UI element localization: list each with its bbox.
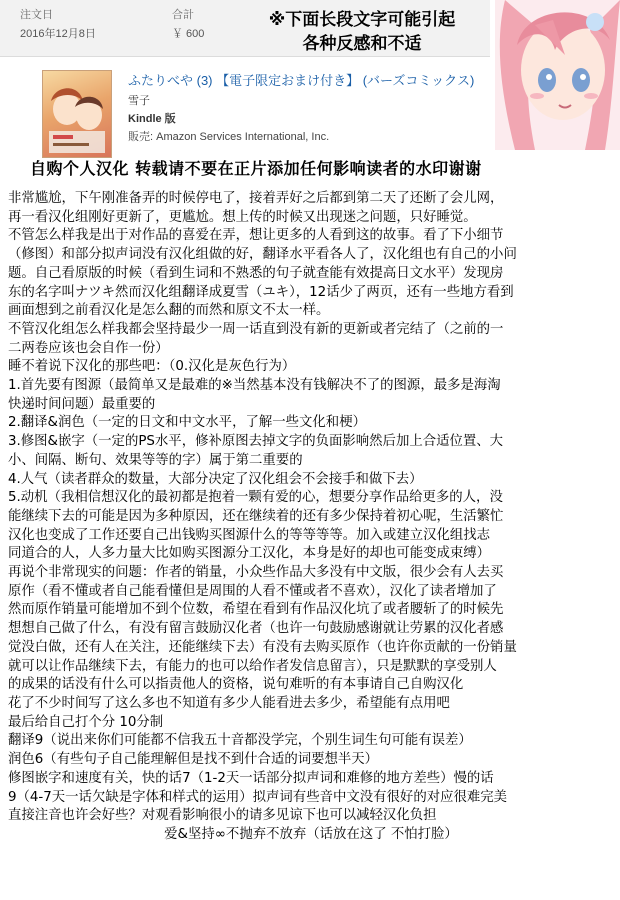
- body-line: 快递时间问题）最重要的: [8, 396, 156, 412]
- body-line: 的成果的话没有什么可以指责他人的资格，说句难听的有本事请自己自购汉化: [8, 677, 464, 693]
- body-line: 润色6（有些句子自己能理解但是找不到什合适的词要想半天）: [8, 752, 379, 768]
- body-line: 就可以让作品继续下去，有能力的也可以给作者发信息留言），只是默默的享受别人: [8, 658, 497, 674]
- body-line: 2.翻译&润色（一定的日文和中文水平，了解一些文化和梗）: [8, 415, 366, 431]
- body-line: 小、间隔、断句、效果等等的字）属于第二重要的: [8, 452, 303, 468]
- body-line: 不管怎么样我是出于对作品的喜爱在弄，想让更多的人看到这的故事。看了下小细节: [8, 228, 504, 244]
- body-line: 9（4-7天一话欠缺是字体和样式的运用）拟声词有些音中文没有很好的对应很难完美: [8, 789, 508, 805]
- body-line: 再一看汉化组刚好更新了，更尴尬。想上传的时候又出现迷之问题，只好睡觉。: [8, 209, 477, 225]
- warning-line-1: ※下面长段文字可能引起: [268, 10, 456, 30]
- body-line: 1.首先要有图源（最简单又是最难的※当然基本没有钱解决不了的图源，最多是海淘: [8, 378, 501, 394]
- body-line: 最后给自己打个分 10分制: [8, 714, 164, 730]
- body-line: 非常尴尬，下午刚准备弄的时候停电了，接着弄好之后都到第二天了还断了会儿网，: [8, 191, 504, 206]
- body-line: 能继续下去的可能是因为多种原因，还在继续着的还有多少保持着初心呢，生活繁忙: [8, 508, 504, 524]
- body-line: 不管汉化组怎么样我都会坚持最少一周一话直到没有新的更新或者完结了（之前的一: [8, 321, 504, 337]
- order-date-value: 2016年12月8日: [20, 28, 96, 40]
- body-line: 东的名字叫ナツキ然而汉化组翻译成夏雪（ユキ），12话少了两页，还有一些地方看到: [8, 284, 514, 300]
- product-author: 雪子: [128, 95, 150, 107]
- body-line: 爱&坚持∞不抛弃不放弃（话放在这了 不怕打脸）: [164, 826, 458, 842]
- body-line: 直接注音也许会好些？对观看影响很小的请多见谅下也可以减轻汉化负担: [8, 808, 437, 824]
- body-line: 3.修图&嵌字（一定的PS水平，修补原图去掉文字的负面影响然后加上合适位置、大: [8, 434, 504, 450]
- body-line: （修图）和部分拟声词没有汉化组做的好，翻译水平看各人了，汉化组也有自己的小问: [8, 247, 517, 263]
- body-line: 想想自己做了什么，有没有留言鼓励汉化者（也许一句鼓励感谢就让劳累的汉化者感: [8, 621, 504, 637]
- avatar-illustration: [495, 0, 620, 150]
- body-line: 睡不着说下汉化的那些吧：（0.汉化是灰色行为）: [8, 359, 296, 375]
- body-line: 然而原作销量可能增加不到个位数，希望在看到有作品汉化坑了或者腰斩了的时候先: [8, 602, 504, 618]
- body-line: 原作（看不懂或者自己能看懂但是周围的人看不懂或者不喜欢），汉化了读者增加了: [8, 583, 497, 599]
- body-line: 汉化也变成了工作还要自己出钱购买图源什么的等等等等。加入或建立汉化组找志: [8, 527, 491, 543]
- order-total-value: ￥ 600: [172, 28, 205, 40]
- warning-note: [232, 8, 492, 56]
- warning-line-2: 各种反感和不适: [302, 34, 422, 54]
- body-line: 二两卷应该也会自作一份）: [8, 340, 169, 356]
- product-title-link[interactable]: ふたりべや (3) 【電子限定おまけ付き】 (バーズコミックス): [128, 73, 475, 88]
- translator-note-text: [8, 190, 614, 845]
- order-total-label: 合計: [172, 9, 194, 21]
- product-format: Kindle 版: [128, 113, 176, 125]
- body-line: 4.人气（读者群众的数量，大部分决定了汉化组会不会接手和做下去）: [8, 471, 423, 487]
- order-date-label: 注文日: [20, 9, 53, 21]
- body-line: 修图嵌字和速度有关，快的话7（1-2天一话部分拟声词和难修的地方差些）慢的话: [8, 770, 494, 786]
- body-line: 同道合的人，人多力量大比如购买图源分工汉化，本身是好的却也可能变成束缚）: [8, 546, 491, 562]
- body-line: 题。自己看原版的时候（看到生词和不熟悉的句子就查能有效提高日文水平）发现房: [8, 265, 504, 281]
- body-line: 翻译9（说出来你们可能都不信我五十音都没学完，个别生词生句可能有误差）: [8, 733, 472, 749]
- body-line: 花了不少时间写了这么多也不知道有多少人能看进去多少，希望能有点用吧: [8, 695, 450, 711]
- cover-illustration: [43, 71, 111, 157]
- body-line: 再说个非常现实的问题：作者的销量，小众些作品大多没有中文版，很少会有人去买: [8, 565, 504, 581]
- body-line: 画面想到之前看汉化是怎么翻的而然和原文不太一样。: [8, 303, 330, 319]
- anime-girl-avatar: [495, 0, 620, 150]
- repost-notice: 自购个人汉化 转载请不要在正片添加任何影响读者的水印谢谢: [30, 159, 482, 178]
- manga-cover-thumbnail[interactable]: [42, 70, 112, 158]
- product-seller: 販売: Amazon Services International, Inc.: [128, 131, 330, 143]
- body-line: 觉没白做，还有人在关注，还能继续下去）有没有去购买原作（也许你贡献的一份销量: [8, 639, 517, 655]
- body-line: 5.动机（我相信想汉化的最初都是抱着一颗有爱的心，想要分享作品给更多的人，没: [8, 490, 503, 506]
